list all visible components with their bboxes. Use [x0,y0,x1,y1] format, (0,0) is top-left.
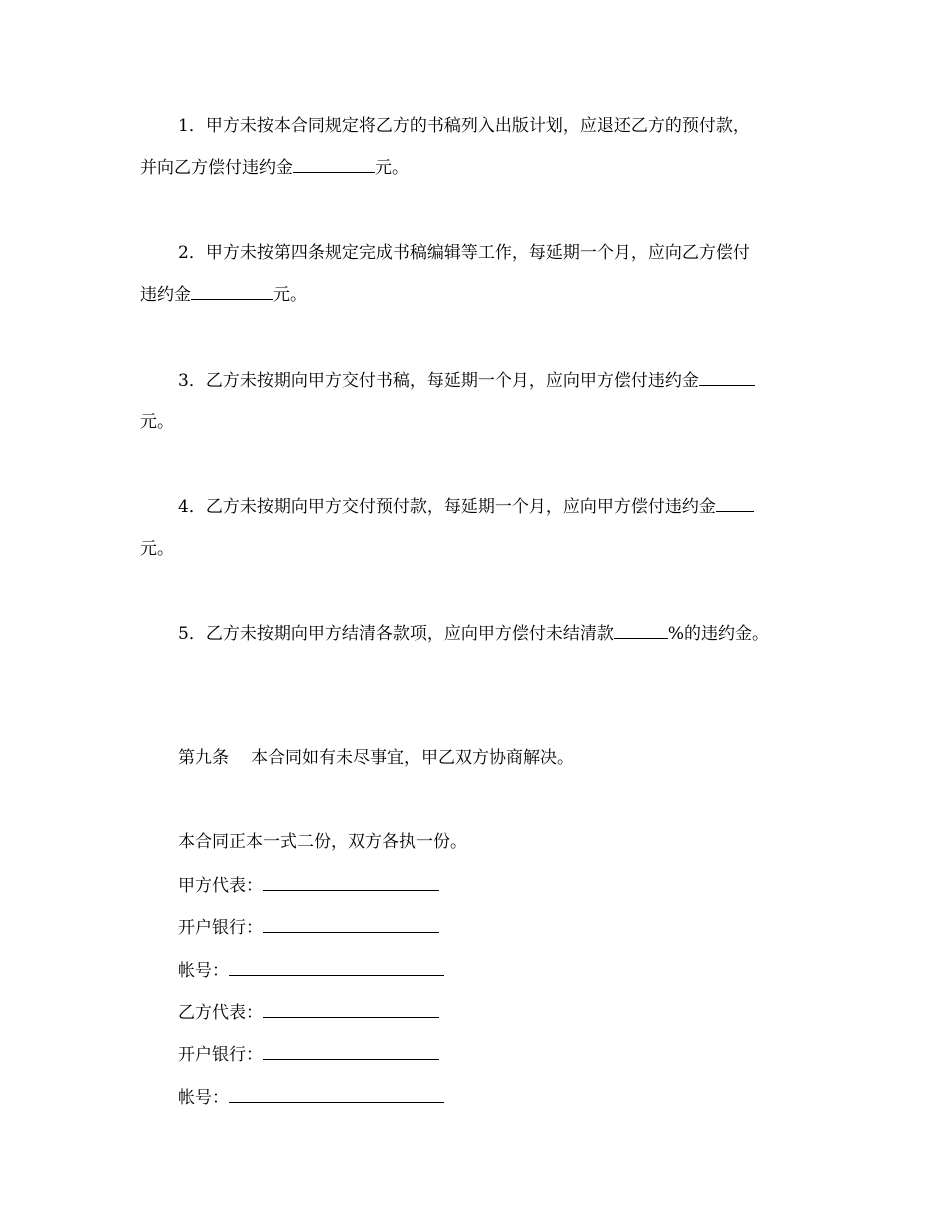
party-a-account-field [178,961,444,981]
clause-5-prefix: 5．乙方未按期向甲方结清各款项，应向甲方偿付未结清款 [178,624,614,644]
clause-3-text: 3．乙方未按期向甲方交付书稿，每延期一个月，应向甲方偿付违约金 [178,371,699,391]
field-label: 帐号： [178,961,229,981]
clause-5-line [178,624,769,644]
signature-blank [229,1088,444,1103]
clause-2-line-2 [140,285,307,305]
party-b-account-field [178,1088,444,1108]
clause-2-line-2-prefix: 违约金 [140,285,191,305]
article-9-text: 本合同如有未尽事宜，甲乙双方协商解决。 [251,748,574,768]
clause-3-line-1 [178,371,755,391]
clause-5-suffix: %的违约金。 [667,624,769,644]
field-label: 乙方代表： [178,1003,263,1023]
signature-blank [263,1045,439,1060]
party-a-bank-field [178,918,439,938]
clause-3-line-2: 元。 [140,412,174,432]
clause-1-line-1: 1．甲方未按本合同规定将乙方的书稿列入出版计划，应退还乙方的预付款， [178,116,750,136]
signature-blank [263,876,439,891]
field-label: 开户银行： [178,1045,263,1065]
penalty-amount-blank [699,371,755,386]
article-9 [178,748,574,768]
field-label: 开户银行： [178,918,263,938]
penalty-amount-blank [191,285,273,300]
party-b-bank-field [178,1045,439,1065]
clause-1-line-2 [140,158,409,178]
signature-blank [229,961,444,976]
article-9-label: 第九条 [178,748,229,768]
field-label: 帐号： [178,1088,229,1108]
clause-4-line-1 [178,497,754,517]
signature-blank [263,1003,439,1018]
penalty-amount-blank [716,497,754,512]
penalty-amount-blank [293,158,375,173]
party-b-representative-field [178,1003,439,1023]
clause-1-line-2-suffix: 元。 [375,158,409,178]
party-a-representative-field [178,876,439,896]
signature-blank [263,918,439,933]
clause-4-text: 4．乙方未按期向甲方交付预付款，每延期一个月，应向甲方偿付违约金 [178,497,716,517]
field-label: 甲方代表： [178,876,263,896]
copies-statement: 本合同正本一式二份，双方各执一份。 [178,832,467,852]
percentage-blank [614,624,668,639]
clause-1-line-2-prefix: 并向乙方偿付违约金 [140,158,293,178]
clause-2-line-1: 2．甲方未按第四条规定完成书稿编辑等工作，每延期一个月，应向乙方偿付 [178,243,750,263]
clause-2-line-2-suffix: 元。 [273,285,307,305]
clause-4-line-2: 元。 [140,539,174,559]
